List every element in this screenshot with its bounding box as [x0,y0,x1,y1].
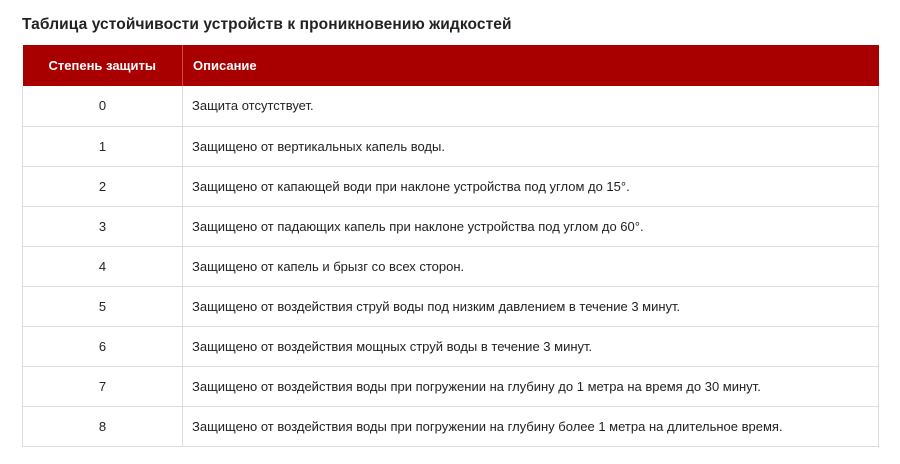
water-resistance-table [22,45,879,447]
cell-level: 1 [23,126,183,166]
cell-level: 0 [23,86,183,126]
cell-level: 7 [23,366,183,406]
header-protection-level: Степень защиты [23,45,183,86]
cell-level: 2 [23,166,183,206]
table-title: Таблица устойчивости устройств к проникновению жидкостей [22,16,512,33]
cell-description: Защищено от вертикальных капель воды. [183,126,879,166]
cell-description: Защищено от воздействия струй воды под низким давлением в течение 3 минут. [183,286,879,326]
cell-description: Защищено от капающей води при наклоне устройства под углом до 15°. [183,166,879,206]
cell-description: Защищено от падающих капель при наклоне устройства под углом до 60°. [183,206,879,246]
header-description: Описание [183,45,879,86]
table-header [23,45,879,86]
cell-description: Защищено от воздействия воды при погружении на глубину более 1 метра на длительное время. [183,406,879,446]
cell-description: Защищено от капель и брызг со всех сторон. [183,246,879,286]
table-row [23,406,879,446]
table-row [23,286,879,326]
cell-level: 5 [23,286,183,326]
cell-description: Защита отсутствует. [183,86,879,126]
cell-description: Защищено от воздействия мощных струй воды в течение 3 минут. [183,326,879,366]
cell-level: 3 [23,206,183,246]
cell-level: 8 [23,406,183,446]
table-row [23,366,879,406]
table-row [23,166,879,206]
table-row [23,206,879,246]
table-body [23,86,879,446]
table-row [23,86,879,126]
cell-level: 4 [23,246,183,286]
table-row [23,246,879,286]
cell-level: 6 [23,326,183,366]
header-row [23,45,879,86]
table-row [23,326,879,366]
cell-description: Защищено от воздействия воды при погружении на глубину до 1 метра на время до 30 минут. [183,366,879,406]
page [22,0,878,447]
table-row [23,126,879,166]
